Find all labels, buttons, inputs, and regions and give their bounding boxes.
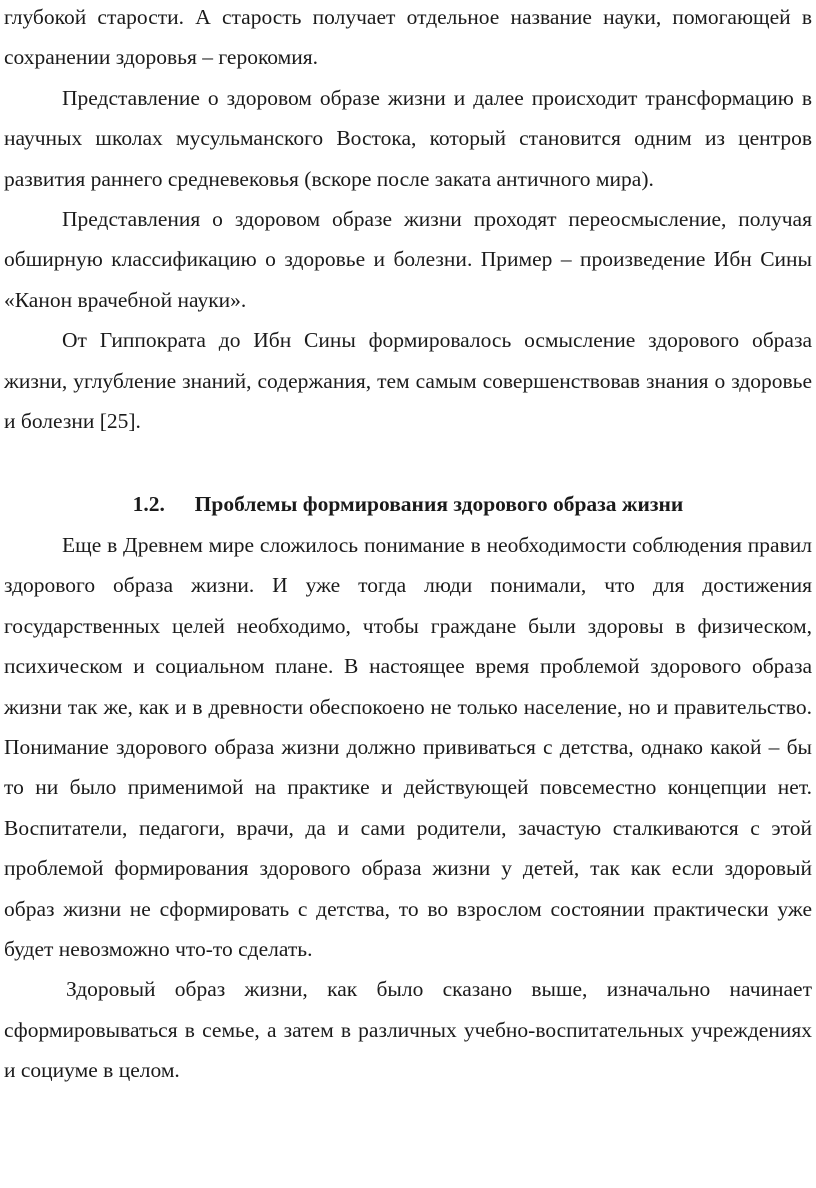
paragraph-muslim-east: Представление о здоровом образе жизни и далее происходит трансформацию в научных школах мусульманского Востока, который становится одним из центров развития раннего средневековья (вскоре после заката античного мира). [4,85,812,191]
paragraph-family: Здоровый образ жизни, как было сказано выше, изначально начинает сформировываться в семье, а затем в различных учебно-воспитательных учреждениях и социуме в целом. [4,977,812,1083]
section-heading [4,484,812,524]
section-number: 1.2. [132,492,165,517]
paragraph-ancient-world: Еще в Древнем мире сложилось понимание в необходимости соблюдения правил здорового образа жизни. И уже тогда люди понимали, что для достижения государственных целей необходимо, чтобы граждане были здоровы в физическом, психическом и социальном плане. В настоящее время проблемой здорового образа жизни так же, как и в древности обеспокоено не только население, но и правительство. Понимание здорового образа жизни должно прививаться с детства, однако какой – бы то ни было применимой на практике и действующей повсеместно концепции нет. Воспитатели, педагоги, врачи, да и сами родители, зачастую сталкиваются с этой проблемой формирования здорового образа жизни у детей, так как если здоровый образ жизни не сформировать с детства, то во взрослом состоянии практически уже будет невозможно что-то сделать. [4,532,812,961]
section-title: Проблемы формирования здорового образа жизни [194,492,684,517]
paragraph-hippocrates: От Гиппократа до Ибн Сины формировалось осмысление здорового образа жизни, углубление знаний, содержания, тем самым совершенствовав знания о здоровье и болезни [25]. [4,328,812,434]
paragraph-continuation: глубокой старости. А старость получает отдельное название науки, помогающей в сохранении здоровья – герокомия. [4,5,812,70]
paragraph-ibn-sina: Представления о здоровом образе жизни проходят переосмысление, получая обширную классификацию о здоровье и болезни. Пример – произведение Ибн Сины «Канон врачебной науки». [4,207,812,312]
